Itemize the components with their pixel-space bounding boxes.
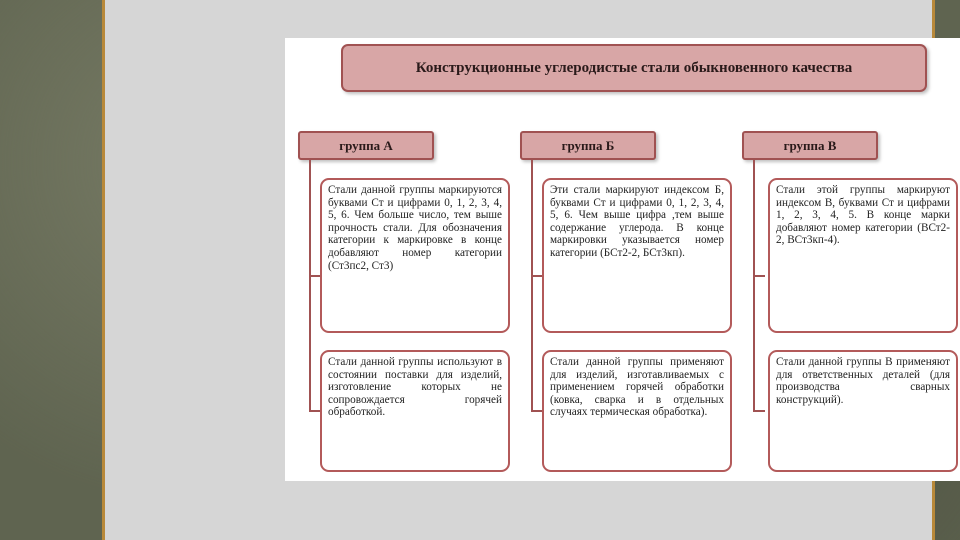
- group-v-branch-1: [753, 275, 765, 277]
- group-a-connector: [309, 160, 311, 412]
- group-b-usage-card: Стали данной группы применяют для изделий, изготавливаемых с применением горячей обработки (ковка, сварка и в отдельных случаях термическая обработка).: [542, 350, 732, 472]
- group-v-branch-2: [753, 410, 765, 412]
- diagram: [285, 38, 960, 481]
- diagram-title: Конструкционные углеродистые стали обыкновенного качества: [341, 44, 927, 92]
- group-v-marking-card: Стали этой группы маркируют индексом В, буквами Ст и цифрами 1, 2, 3, 4, 5. В конце марки добавляют номер категории (ВСт2-2, ВСт3кп-4).: [768, 178, 958, 333]
- group-v-connector: [753, 160, 755, 412]
- group-a-usage-card: Стали данной группы используют в состоянии поставки для изделий, изготовление которых не сопровождается горячей обработкой.: [320, 350, 510, 472]
- group-b-connector: [531, 160, 533, 412]
- slide: [102, 0, 950, 540]
- group-b-header: группа Б: [520, 131, 656, 160]
- group-a-header: группа А: [298, 131, 434, 160]
- group-v-header: группа В: [742, 131, 878, 160]
- group-b-marking-card: Эти стали маркируют индексом Б, буквами Ст и цифрами 0, 1, 2, 3, 4, 5, 6. Чем выше цифра ,тем выше содержание углерода. В конце маркировки указывается номер категории (БСт2-2, БСт3кп).: [542, 178, 732, 333]
- group-a-marking-card: Стали данной группы маркируются буквами Ст и цифрами 0, 1, 2, 3, 4, 5, 6. Чем больше число, тем выше прочность стали. Для обозначения категории к маркировке в конце добавляют номер категории (Ст3пс2, Ст3): [320, 178, 510, 333]
- group-v-usage-card: Стали данной группы В применяют для ответственных деталей (для производства сварных конструкций).: [768, 350, 958, 472]
